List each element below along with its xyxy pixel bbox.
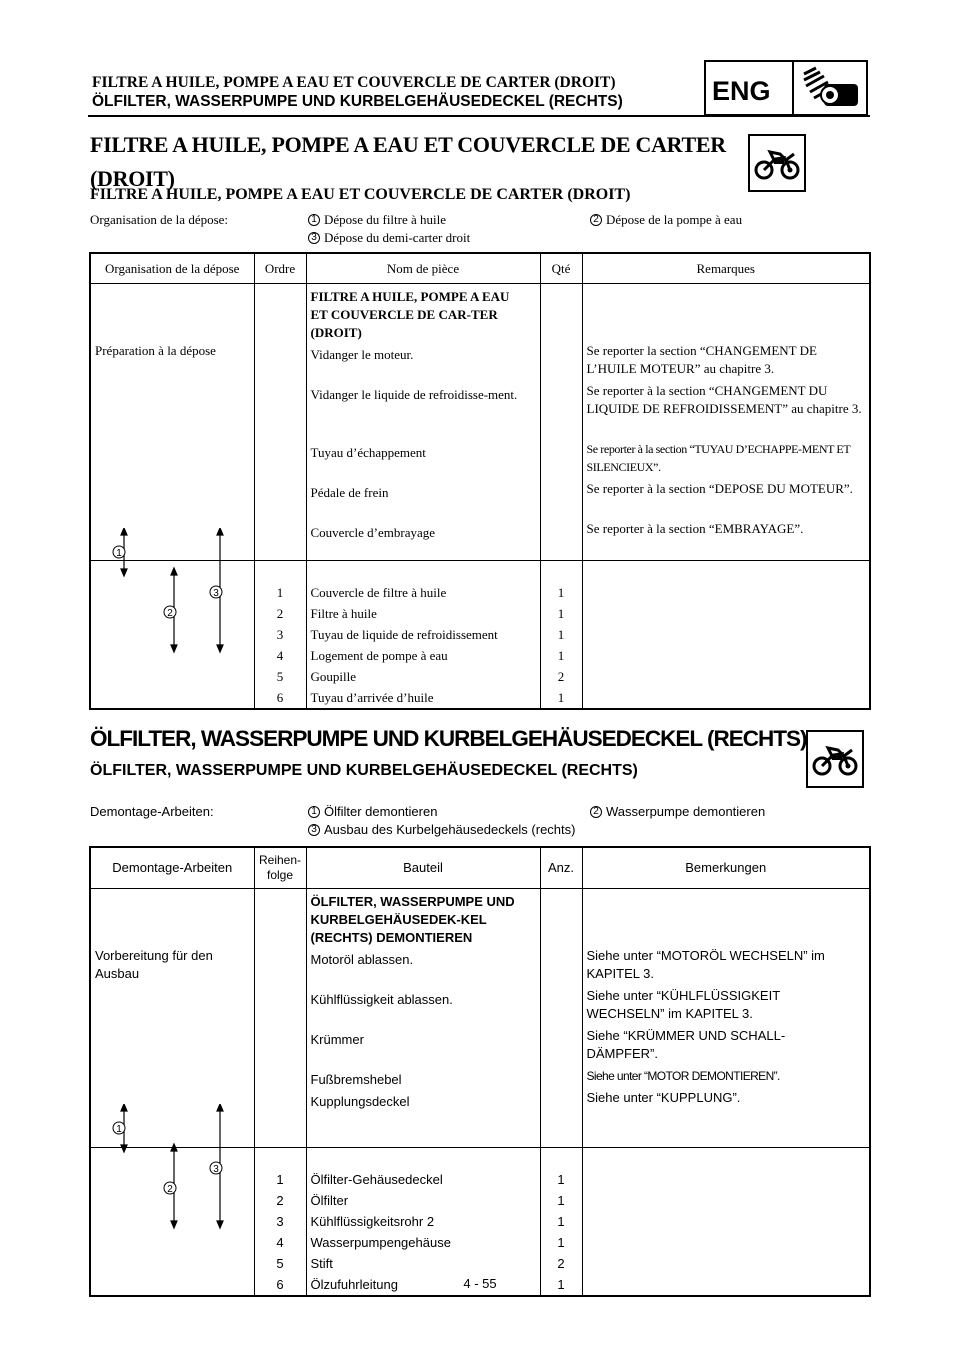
fr-prep-remarks: Se reporter la section “CHANGEMENT DE L’HUILE MOTEUR” au chapitre 3. Se reporter à la section “CHANGEMENT DU LIQUIDE DE REFROIDISSEMENT” au chapitre 3. Se reporter à la section “TUYAU D’ECHAPPE-MENT ET SILENCIEUX”. Se reporter à la section “DEPOSE DU MOTEUR”. Se reporter à la section “EMBRAYAGE”. (582, 284, 870, 561)
marker-1: 1 (116, 548, 122, 559)
table-row: 6 Ölzufuhrleitung 1 (90, 1274, 870, 1296)
fr-col-order: Ordre (254, 253, 306, 284)
table-row: 2 Filtre à huile 1 (90, 603, 870, 624)
fr-col-part: Nom de pièce (306, 253, 540, 284)
fr-prep-row (90, 284, 870, 561)
eng-badge-divider (792, 62, 794, 114)
number-circle-icon: 2 (590, 214, 602, 226)
table-row: 3 Tuyau de liquide de refroidissement 1 (90, 624, 870, 645)
motorcycle-icon (808, 732, 862, 786)
fr-title-line1: FILTRE A HUILE, POMPE A EAU ET COUVERCLE DE CARTER (90, 132, 726, 157)
marker-2: 2 (167, 608, 173, 619)
page-number: 4 - 55 (463, 1276, 497, 1291)
de-step-arrows (100, 1104, 250, 1232)
table-row: 1 Couvercle de filtre à huile 1 (90, 582, 870, 603)
motorcycle-icon (750, 136, 804, 190)
table-row: 3 Kühlflüssigkeitsrohr 2 1 (90, 1211, 870, 1232)
table-row: 5 Stift 2 (90, 1253, 870, 1274)
de-prep-remarks: Siehe unter “MOTORÖL WECHSELN” im KAPITEL 3. Siehe unter “KÜHLFLÜSSIGKEIT WECHSELN” im KAPITEL 3. Siehe “KRÜMMER UND SCHALL-DÄMPFER”. Siehe unter “MOTOR DEMONTIEREN”. Siehe unter “KUPPLUNG”. (582, 889, 870, 1148)
de-prep-heading: ÖLFILTER, WASSERPUMPE UND KURBELGEHÄUSEDEK-KEL (RECHTS) DEMONTIEREN (310, 894, 515, 945)
number-circle-icon: 1 (308, 806, 320, 818)
fr-prep-heading: FILTRE A HUILE, POMPE A EAU ET COUVERCLE DE CAR-TER (DROIT) (310, 289, 510, 340)
de-org-item-1: 1 Ölfilter demontieren (308, 804, 437, 819)
marker-3: 3 (213, 1164, 219, 1175)
table-row: 6 Tuyau d’arrivée d’huile 1 (90, 687, 870, 709)
de-subtitle: ÖLFILTER, WASSERPUMPE UND KURBELGEHÄUSEDECKEL (RECHTS) (90, 762, 638, 779)
header-title-de: ÖLFILTER, WASSERPUMPE UND KURBELGEHÄUSEDECKEL (RECHTS) (92, 93, 623, 110)
number-circle-icon: 3 (308, 232, 320, 244)
fr-subtitle: FILTRE A HUILE, POMPE A EAU ET COUVERCLE DE CARTER (DROIT) (90, 186, 631, 203)
fr-col-remarks: Remarques (582, 253, 870, 284)
de-col-order: Reihen-folge (254, 847, 306, 889)
de-prep-parts: ÖLFILTER, WASSERPUMPE UND KURBELGEHÄUSEDEK-KEL (RECHTS) DEMONTIEREN Motoröl ablassen. Kühlflüssigkeit ablassen. Krümmer Fußbremshebel Kupplungsdeckel (306, 889, 540, 1148)
de-col-part: Bauteil (306, 847, 540, 889)
marker-1: 1 (116, 1124, 122, 1135)
motorcycle-icon-box (748, 134, 806, 192)
number-circle-icon: 1 (308, 214, 320, 226)
fr-title-line2: (DROIT) (90, 166, 175, 191)
marker-3: 3 (213, 588, 219, 599)
table-row: 5 Goupille 2 (90, 666, 870, 687)
table-row: 1 Ölfilter-Gehäusedeckel 1 (90, 1169, 870, 1190)
fr-org-item-2: 2 Dépose de la pompe à eau (590, 212, 742, 228)
table-row: 4 Wasserpumpengehäuse 1 (90, 1232, 870, 1253)
fr-org-label: Organisation de la dépose: (90, 212, 229, 227)
de-org-item-2: 2 Wasserpumpe demontieren (590, 804, 765, 819)
de-org-item-3: 3 Ausbau des Kurbelgehäusedeckels (rechts) (308, 822, 575, 837)
fr-col-org: Organisation de la dépose (90, 253, 254, 284)
engine-spring-icon (798, 64, 864, 112)
de-section-title: ÖLFILTER, WASSERPUMPE UND KURBELGEHÄUSEDECKEL (RECHTS) (90, 726, 807, 751)
fr-prep-parts: FILTRE A HUILE, POMPE A EAU ET COUVERCLE DE CAR-TER (DROIT) Vidanger le moteur. Vidanger le liquide de refroidisse-ment. Tuyau d’échappement Pédale de frein Couvercle d’embrayage (306, 284, 540, 561)
fr-org-item-1: 1 Dépose du filtre à huile (308, 212, 446, 228)
table-row: 2 Ölfilter 1 (90, 1190, 870, 1211)
table-row: 4 Logement de pompe à eau 1 (90, 645, 870, 666)
de-org-label: Demontage-Arbeiten: (90, 804, 214, 819)
de-prep-label: Vorbereitung für den Ausbau (90, 889, 254, 1148)
header-title-fr: FILTRE A HUILE, POMPE A EAU ET COUVERCLE DE CARTER (DROIT) (92, 74, 616, 91)
fr-org-item-3: 3 Dépose du demi-carter droit (308, 230, 470, 246)
marker-2: 2 (167, 1184, 173, 1195)
number-circle-icon: 2 (590, 806, 602, 818)
de-col-qty: Anz. (540, 847, 582, 889)
number-circle-icon: 3 (308, 824, 320, 836)
fr-col-qty: Qté (540, 253, 582, 284)
fr-step-arrows (100, 528, 250, 656)
de-col-org: Demontage-Arbeiten (90, 847, 254, 889)
motorcycle-icon-box (806, 730, 864, 788)
fr-prep-label: Préparation à la dépose (90, 284, 254, 561)
eng-badge-label: ENG (712, 76, 771, 106)
de-col-remarks: Bemerkungen (582, 847, 870, 889)
